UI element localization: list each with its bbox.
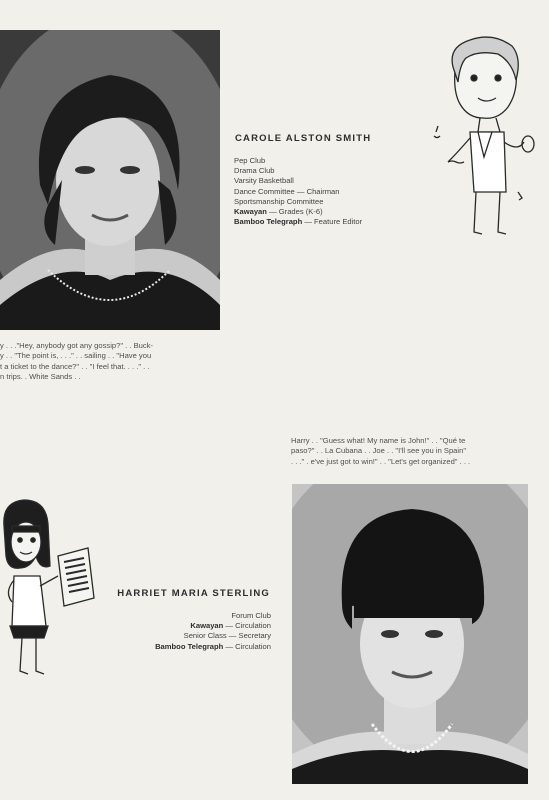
quote-line: y . . "The point is, . . ." . . sailing . . "Have you [0, 351, 152, 361]
activity-item-kawayan [155, 621, 271, 631]
student-name-carole: CAROLE ALSTON SMITH [235, 133, 372, 144]
activity-item: Pep Club [234, 156, 266, 165]
activity-item: Drama Club [234, 166, 275, 176]
portrait-harriet-drawing [292, 484, 528, 784]
kawayan-label: Kawayan [234, 207, 267, 217]
portrait-photo-harriet [292, 484, 528, 784]
quote-block-harriet [291, 436, 521, 467]
kawayan-detail: — Grades (K-6) [269, 207, 323, 217]
telegraph-label: Bamboo Telegraph [234, 217, 303, 227]
activity-item: Forum Club [231, 611, 271, 620]
kawayan-label: Kawayan [190, 621, 224, 631]
portrait-photo-carole [0, 30, 220, 330]
quote-line: t a ticket to the dance?" . . "I feel that. . . ." . . [0, 361, 150, 371]
activity-item: Senior Class — Secretary [183, 631, 271, 641]
activity-item: Sportsmanship Committee [234, 196, 324, 206]
activities-list-harriet [155, 611, 271, 652]
activity-item-kawayan [234, 207, 362, 217]
quote-line: . . ." . e've just got to win!" . . "Let's get organized" . . . [291, 456, 471, 466]
quote-block-carole [0, 341, 210, 383]
quote-line: y . . ."Hey, anybody got any gossip?" . . Buck- [0, 341, 153, 350]
portrait-carole-drawing [0, 30, 220, 330]
caricature-carole [408, 32, 544, 246]
quote-line: Harry . . "Guess what! My name is John!" . . "Qué te [291, 436, 466, 445]
activity-item: Varsity Basketball [234, 176, 294, 186]
kawayan-detail: — Circulation [225, 621, 271, 631]
student-name-harriet: HARRIET MARIA STERLING [117, 588, 270, 599]
activity-item: Dance Committee — Chairman [234, 186, 340, 196]
quote-line: n trips. . White Sands . . [0, 372, 81, 382]
activities-list-carole [234, 156, 362, 227]
activity-item-telegraph [234, 217, 362, 227]
activity-item-telegraph [155, 642, 271, 652]
caricature-harriet [0, 496, 96, 686]
telegraph-detail: — Circulation [225, 641, 271, 651]
telegraph-detail: — Feature Editor [304, 217, 363, 227]
quote-line: paso?" . . La Cubana . . Joe . . "I'll see you in Spain" [291, 446, 467, 456]
telegraph-label: Bamboo Telegraph [155, 641, 224, 651]
